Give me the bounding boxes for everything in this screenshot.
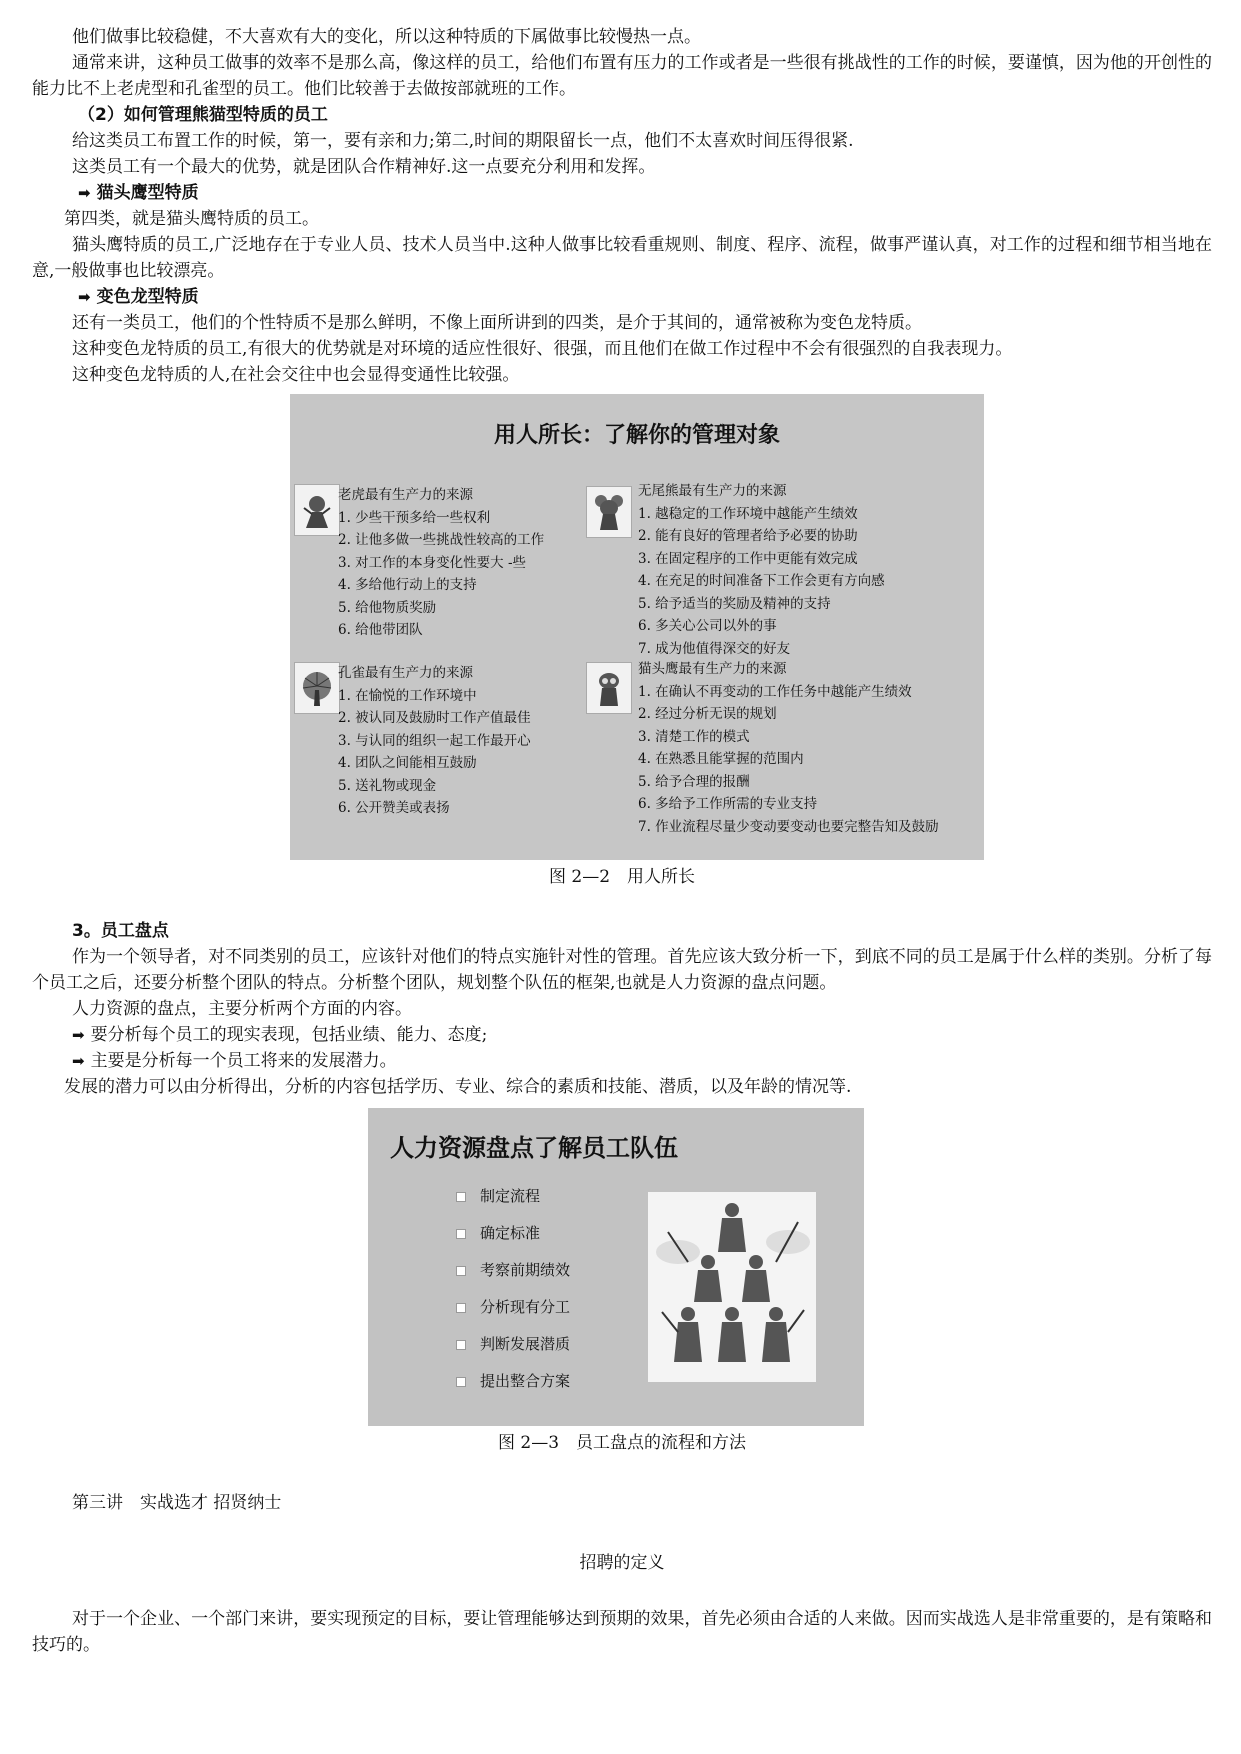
list-item: 2. 让他多做一些挑战性较高的工作 <box>338 532 545 548</box>
section-title: 招聘的定义 <box>579 1553 665 1573</box>
list-item: 5. 给他物质奖励 <box>338 599 437 616</box>
list-item: 1. 在确认不再变动的工作任务中越能产生绩效 <box>638 683 912 700</box>
square-bullet-icon <box>456 1340 466 1350</box>
list-item: 5. 给予适当的奖励及精神的支持 <box>638 595 831 612</box>
figure-title: 用人所长：了解你的管理对象 <box>493 423 780 448</box>
figure-title: 人力资源盘点了解员工队伍 <box>390 1134 678 1162</box>
figure-caption: 图 2—2 用人所长 <box>548 867 696 887</box>
list-item: 2. 经过分析无误的规划 <box>638 706 777 722</box>
list-item: 6. 公开赞美或表扬 <box>338 800 450 816</box>
list-item: 6. 给他带团队 <box>338 622 423 638</box>
koala-list <box>638 480 968 660</box>
list-item: 7. 成为他值得深交的好友 <box>638 640 791 657</box>
owl-icon <box>586 662 632 714</box>
list-item: 4. 多给他行动上的支持 <box>338 577 477 593</box>
list-item: 2. 能有良好的管理者给予必要的协助 <box>638 528 858 544</box>
list-item: 3. 与认同的组织一起工作最开心 <box>338 732 531 749</box>
square-bullet-icon <box>456 1266 466 1276</box>
list-item: 3. 对工作的本身变化性要大 -些 <box>338 554 527 571</box>
quadrant-title: 无尾熊最有生产力的来源 <box>638 483 787 499</box>
list-item: 制定流程 <box>456 1186 570 1223</box>
paragraph: 这种变色龙特质的人,在社会交往中也会显得变通性比较强。 <box>72 365 520 385</box>
list-item: 分析现有分工 <box>456 1297 570 1334</box>
owl-list <box>638 658 983 838</box>
figure-hr-inventory <box>368 1108 864 1426</box>
figure-talent-usage <box>290 394 984 860</box>
peacock-list <box>338 662 593 820</box>
list-item: 4. 在熟悉且能掌握的范围内 <box>638 751 804 767</box>
arrow-right-icon: ➡ <box>78 288 91 306</box>
list-item: 5. 给予合理的报酬 <box>638 773 750 790</box>
section-heading-chameleon: ➡ 变色龙型特质 <box>78 287 199 307</box>
list-item: 4. 在充足的时间准备下工作会更有方向感 <box>638 573 885 589</box>
list-item: 1. 在愉悦的工作环境中 <box>338 687 477 704</box>
list-item: 6. 多关心公司以外的事 <box>638 618 777 634</box>
list-item: 6. 多给予工作所需的专业支持 <box>638 796 818 812</box>
list-item: 4. 团队之间能相互鼓励 <box>338 755 477 771</box>
section-heading-inventory: 3。员工盘点 <box>72 921 169 941</box>
list-item: 3. 清楚工作的模式 <box>638 728 750 745</box>
document-page <box>32 24 1212 1658</box>
list-item: 2. 被认同及鼓励时工作产值最佳 <box>338 710 531 726</box>
square-bullet-icon <box>456 1229 466 1239</box>
square-bullet-icon <box>456 1192 466 1202</box>
quadrant-title: 孔雀最有生产力的来源 <box>338 665 473 681</box>
team-climbing-illustration <box>648 1192 816 1382</box>
arrow-right-icon: ➡ <box>78 184 91 202</box>
paragraph: 还有一类员工，他们的个性特质不是那么鲜明，不像上面所讲到的四类，是介于其间的，通常被称为变色龙特质。 <box>72 313 922 333</box>
paragraph: 人力资源的盘点，主要分析两个方面的内容。 <box>72 999 412 1019</box>
list-item: 确定标准 <box>456 1223 570 1260</box>
list-item: 3. 在固定程序的工作中更能有效完成 <box>638 550 858 567</box>
list-item: 1. 少些干预多给一些权利 <box>338 509 491 526</box>
paragraph: 猫头鹰特质的员工,广泛地存在于专业人员、技术人员当中.这种人做事比较看重规则、制度、程序、流程，做事严谨认真，对工作的过程和细节相当地在意,一般做事也比较漂亮。 <box>32 235 1212 281</box>
figure-list <box>456 1186 570 1408</box>
paragraph: 他们做事比较稳健，不大喜欢有大的变化，所以这种特质的下属做事比较慢热一点。 <box>72 27 701 47</box>
list-item: 考察前期绩效 <box>456 1260 570 1297</box>
square-bullet-icon <box>456 1377 466 1387</box>
list-item: ➡ 主要是分析每一个员工将来的发展潜力。 <box>72 1051 397 1071</box>
arrow-right-icon: ➡ <box>72 1052 85 1070</box>
list-item: 7. 作业流程尽量少变动要变动也要完整告知及鼓励 <box>638 818 939 835</box>
section-heading-panda: （2）如何管理熊猫型特质的员工 <box>78 105 328 125</box>
list-item: 1. 越稳定的工作环境中越能产生绩效 <box>638 505 858 522</box>
koala-icon <box>586 486 632 538</box>
paragraph: 对于一个企业、一个部门来讲，要实现预定的目标，要让管理能够达到预期的效果，首先必须由合适的人来做。因而实战选人是非常重要的，是有策略和技巧的。 <box>32 1609 1212 1655</box>
paragraph: 这类员工有一个最大的优势，就是团队合作精神好.这一点要充分利用和发挥。 <box>72 157 656 177</box>
paragraph: 通常来讲，这种员工做事的效率不是那么高，像这样的员工，给他们布置有压力的工作或者是一些很有挑战性的工作的时候，要谨慎，因为他的开创性的能力比不上老虎型和孔雀型的员工。他们比较善于去做按部就班的工作。 <box>32 53 1212 99</box>
figure-caption: 图 2—3 员工盘点的流程和方法 <box>497 1433 747 1453</box>
quadrant-title: 老虎最有生产力的来源 <box>338 487 473 503</box>
tiger-icon <box>294 484 340 536</box>
paragraph: 发展的潜力可以由分析得出，分析的内容包括学历、专业、综合的素质和技能、潜质，以及年龄的情况等. <box>64 1077 852 1097</box>
square-bullet-icon <box>456 1303 466 1313</box>
tiger-list <box>338 484 593 642</box>
section-heading-owl: ➡ 猫头鹰型特质 <box>78 183 199 203</box>
peacock-icon <box>294 662 340 714</box>
paragraph: 作为一个领导者，对不同类别的员工，应该针对他们的特点实施针对性的管理。首先应该大致分析一下，到底不同的员工是属于什么样的类别。分析了每个员工之后，还要分析整个团队的特点。分析整个团队，规划整个队伍的框架,也就是人力资源的盘点问题。 <box>32 947 1212 993</box>
paragraph: 给这类员工布置工作的时候，第一，要有亲和力;第二,时间的期限留长一点，他们不太喜欢时间压得很紧. <box>72 131 854 151</box>
arrow-right-icon: ➡ <box>72 1026 85 1044</box>
paragraph: 第四类，就是猫头鹰特质的员工。 <box>64 209 319 229</box>
list-item: 提出整合方案 <box>456 1371 570 1408</box>
paragraph: 这种变色龙特质的员工,有很大的优势就是对环境的适应性很好、很强，而且他们在做工作过程中不会有很强烈的自我表现力。 <box>72 339 1013 359</box>
quadrant-title: 猫头鹰最有生产力的来源 <box>638 661 787 677</box>
lecture-title: 第三讲 实战选才 招贤纳士 <box>72 1493 282 1513</box>
list-item: 5. 送礼物或现金 <box>338 777 437 794</box>
list-item: ➡ 要分析每个员工的现实表现，包括业绩、能力、态度; <box>72 1025 488 1045</box>
list-item: 判断发展潜质 <box>456 1334 570 1371</box>
